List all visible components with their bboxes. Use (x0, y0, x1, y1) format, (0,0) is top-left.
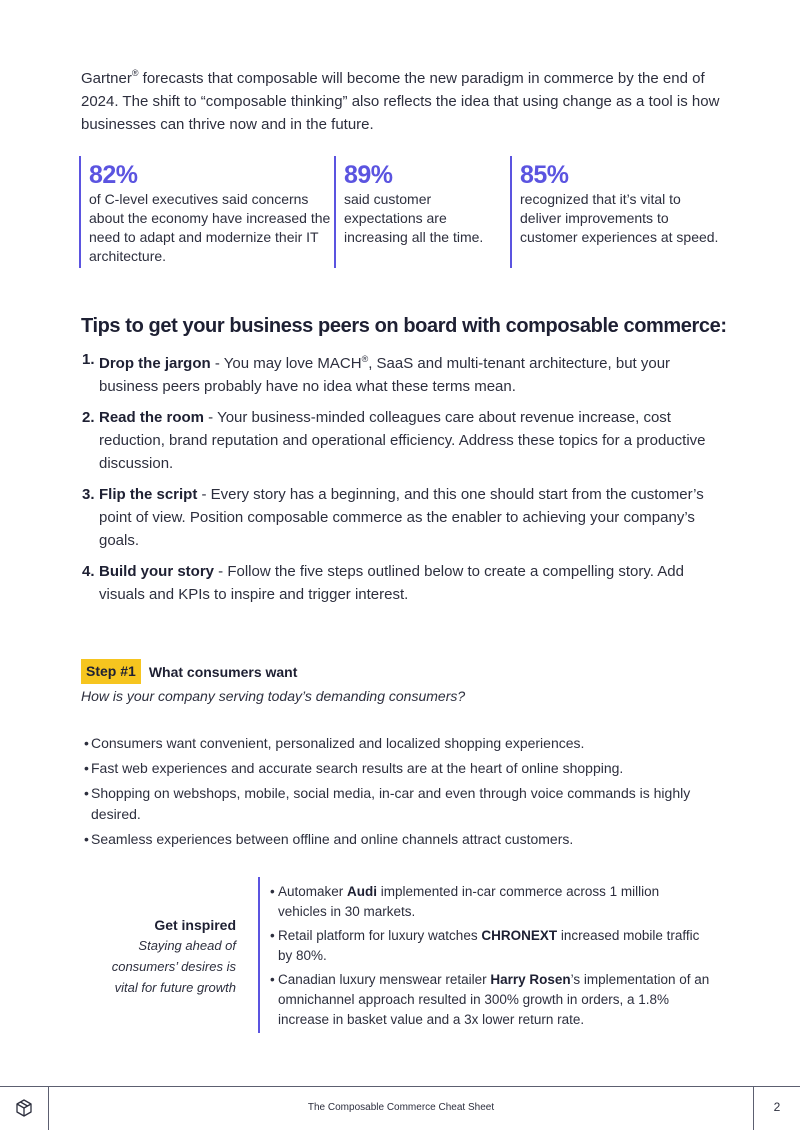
tip-body: - Your business-minded colleagues care about revenue increase, cost reduction, brand reputation and operational efficiency. Address these topics for a productive discussion. (99, 409, 706, 472)
tip-item (82, 483, 732, 552)
case-item (270, 970, 710, 1030)
case-text: Canadian luxury menswear retailer (278, 972, 491, 987)
intro-brand: Gartner (81, 70, 132, 87)
tip-heading: Drop the jargon (99, 355, 211, 372)
tip-body: - Follow the five steps outlined below to create a compelling story. Add visuals and KPIs to inspire and trigger interest. (99, 563, 684, 603)
tip-number: 4. (82, 563, 95, 580)
tip-heading: Flip the script (99, 486, 198, 503)
stat-text: recognized that it’s vital to deliver improvements to customer experiences at speed. (520, 191, 719, 245)
case-item (270, 926, 710, 966)
step-header (81, 659, 297, 684)
page-number: 2 (773, 1100, 781, 1114)
consumer-bullets (84, 733, 694, 854)
tip-item (82, 560, 732, 606)
stat-value: 82% (89, 161, 138, 189)
intro-reg-mark: ® (131, 68, 139, 78)
list-item: • Fast web experiences and accurate search results are at the heart of online shopping. (84, 758, 694, 779)
list-item: • Shopping on webshops, mobile, social media, in-car and even through voice commands is highly desired. (84, 783, 694, 825)
step-subtitle: How is your company serving today’s demanding consumers? (81, 688, 466, 704)
step-title: What consumers want (148, 663, 298, 680)
inspired-title: Get inspired (154, 917, 236, 933)
stat-text: said customer expectations are increasing all the time. (344, 191, 484, 245)
stat-block (510, 156, 725, 268)
inspired-divider (258, 877, 260, 1033)
tip-reg-mark: ® (361, 354, 369, 364)
tip-number: 3. (82, 486, 95, 503)
tips-list (82, 348, 732, 614)
case-brand: Audi (347, 884, 378, 899)
stat-value: 85% (520, 161, 569, 189)
inspired-callout (86, 915, 236, 998)
stat-text: of C-level executives said concerns about the economy have increased the need to adapt and modernize their IT architecture. (89, 191, 331, 264)
stat-value: 89% (344, 161, 393, 189)
footer-title: The Composable Commerce Cheat Sheet (307, 1102, 495, 1113)
stat-block (334, 156, 499, 268)
list-item: • Consumers want convenient, personalized and localized shopping experiences. (84, 733, 694, 754)
intro-text: forecasts that composable will become the new paradigm in commerce by the end of 2024. The shift to “composable thinking” also reflects the idea that using change as a tool is how businesses can thrive now and in the future. (81, 70, 720, 133)
case-text: implemented in-car commerce across 1 million vehicles in 30 markets. (278, 884, 660, 919)
case-item (270, 882, 710, 922)
case-text: Automaker (278, 884, 348, 899)
tips-heading: Tips to get your business peers on board with composable commerce: (81, 315, 727, 337)
inspired-subtitle: Staying ahead of consumers’ desires is vital for future growth (111, 938, 236, 995)
tip-body: - Every story has a beginning, and this one should start from the customer’s point of view. Position composable commerce as the enabler to achieving your company’s goals. (99, 486, 704, 549)
case-text: ’s implementation of an omnichannel approach resulted in 300% growth in orders, a 1.8% increase in basket value and a 3x lower return rate. (278, 972, 710, 1027)
cube-logo-icon (14, 1098, 34, 1118)
case-text: increased mobile traffic by 80%. (278, 928, 700, 963)
tip-number: 1. (82, 351, 95, 368)
stat-block (79, 156, 331, 268)
case-brand: CHRONEXT (481, 928, 558, 943)
list-item: • Seamless experiences between offline and online channels attract customers. (84, 829, 694, 850)
intro-paragraph (81, 67, 721, 136)
tip-item (82, 348, 732, 398)
tip-heading: Build your story (99, 563, 215, 580)
case-list (270, 882, 710, 1034)
footer-divider (0, 1086, 800, 1087)
tip-number: 2. (82, 409, 95, 426)
tip-item (82, 406, 732, 475)
case-brand: Harry Rosen (490, 972, 571, 987)
tip-body: , SaaS and multi-tenant architecture, but your business peers probably have no idea what these terms mean. (99, 355, 671, 395)
case-text: Retail platform for luxury watches (278, 928, 482, 943)
tip-body: - You may love MACH (210, 355, 362, 372)
step-badge: Step #1 (81, 659, 141, 684)
tip-heading: Read the room (99, 409, 205, 426)
